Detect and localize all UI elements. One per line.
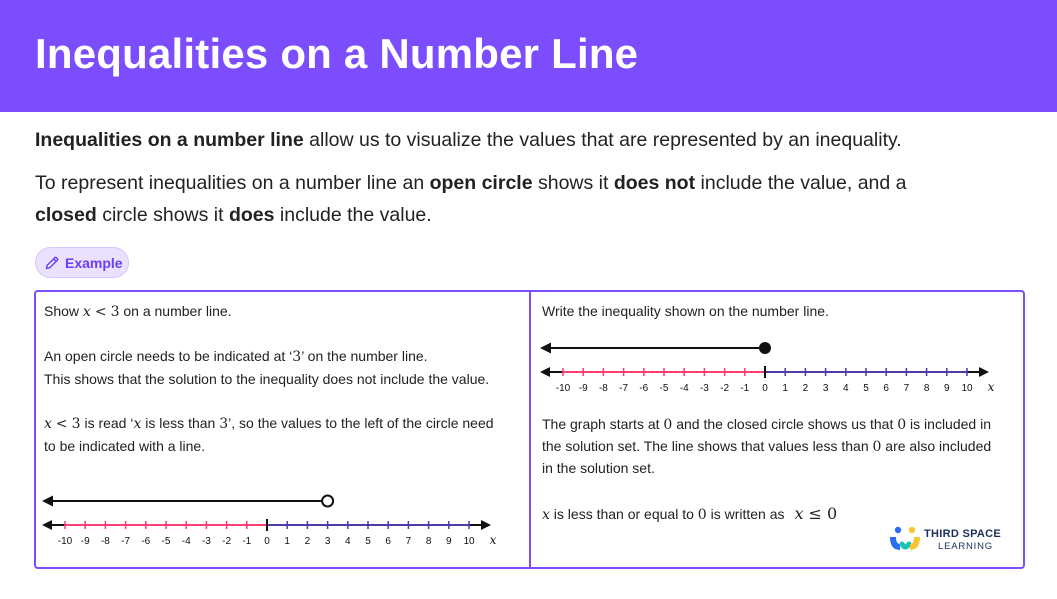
tick-label: -3 (201, 536, 211, 547)
math-number: 3 (219, 416, 229, 432)
math-number: 3 (292, 349, 302, 365)
tick-label: 5 (365, 536, 371, 547)
tick-label: 8 (425, 536, 432, 547)
solution-ray-arrowhead (540, 343, 551, 354)
math-number: 0 (663, 417, 673, 433)
tick-label: 3 (324, 536, 331, 547)
intro-text: circle shows it (96, 204, 229, 226)
intro-text: shows it (532, 172, 614, 194)
left-explanation-1 (44, 345, 428, 369)
closed-circle-marker (759, 342, 771, 354)
intro-bold-closed: closed (35, 204, 97, 226)
tick-label: -1 (242, 536, 252, 547)
left-instruction (44, 300, 232, 324)
intro-paragraph-2 (35, 167, 1035, 231)
tick-label: -9 (80, 536, 90, 547)
axis-left-arrowhead (540, 367, 550, 377)
intro-text: allow us to visualize the values that are represented by an inequality. (303, 129, 902, 151)
tick-label: -2 (222, 536, 232, 547)
right-answer (542, 503, 837, 527)
text: and the closed circle shows us that (672, 416, 898, 432)
math-x: x (133, 416, 142, 432)
intro-bold-does: does (228, 204, 275, 226)
tick-label: -8 (598, 383, 608, 394)
tick-label: 7 (405, 536, 412, 547)
intro-paragraph-1 (35, 124, 1035, 156)
tick-label: -6 (639, 383, 649, 394)
left-explanation-4: to be indicated with a line. (44, 438, 206, 454)
tick-label: 1 (284, 536, 290, 547)
intro-text: include the value. (274, 204, 432, 226)
page-title: Inequalities on a Number Line (35, 30, 639, 77)
axis-left-arrowhead (42, 520, 52, 530)
text: the solution set. The line shows that values less than (542, 438, 873, 454)
math-number: 3 (110, 304, 120, 320)
right-instruction: Write the inequality shown on the number line. (542, 303, 829, 319)
number-line-right (538, 337, 1008, 397)
tick-label: 0 (264, 536, 270, 547)
example-label: Example (65, 254, 123, 271)
tick-label: 3 (822, 383, 829, 394)
text: The graph starts at (542, 416, 664, 432)
tick-label: 6 (883, 383, 889, 394)
text: on a number line. (119, 303, 232, 319)
text: is written as (706, 506, 785, 522)
tick-label: -8 (100, 536, 110, 547)
panel-divider (529, 290, 531, 569)
math-number: 0 (872, 439, 882, 455)
tick-label: -7 (121, 536, 131, 547)
tick-label: 2 (802, 383, 809, 394)
tick-label: 4 (843, 383, 849, 394)
tick-label: -1 (740, 383, 750, 394)
text: is less than or equal to (549, 506, 698, 522)
tick-label: 7 (903, 383, 910, 394)
tick-label: 8 (923, 383, 930, 394)
intro-text: include the value, and a (695, 172, 907, 194)
tick-label: -5 (659, 383, 669, 394)
answer-math-op: ≤ (808, 504, 822, 523)
intro-bold-open-circle: open circle (429, 172, 533, 194)
example-badge (35, 247, 129, 278)
tick-label: -3 (699, 383, 709, 394)
number-line-left (40, 490, 510, 550)
tick-label: -9 (578, 383, 588, 394)
answer-math-number: 0 (826, 504, 838, 523)
tick-label: 10 (463, 536, 475, 547)
tick-label: -7 (619, 383, 629, 394)
header-banner (0, 0, 1057, 112)
right-explanation-2 (542, 435, 991, 459)
math-op: < (94, 304, 107, 320)
third-space-learning-logo (888, 524, 1028, 556)
text: is less than (141, 415, 220, 431)
math-number: 3 (71, 416, 81, 432)
logo-mark-icon (888, 524, 922, 556)
text: is read ‘ (80, 415, 134, 431)
tick-label: 9 (944, 383, 950, 394)
axis-right-arrowhead (979, 367, 989, 377)
axis-variable-label: x (987, 380, 995, 394)
tick-label: -4 (181, 536, 191, 547)
text: is included in (906, 416, 991, 432)
intro-bold-does-not: does not (613, 172, 696, 194)
logo-text-line-1: THIRD SPACE (924, 528, 1002, 540)
right-explanation-1 (542, 413, 991, 437)
pencil-icon (44, 255, 60, 271)
text: ’, so the values to the left of the circle need (228, 415, 494, 431)
tick-label: 0 (762, 383, 768, 394)
left-explanation-2: This shows that the solution to the inequality does not include the value. (44, 371, 490, 387)
math-x: x (44, 416, 52, 432)
text: are also included (881, 438, 992, 454)
tick-label: 9 (446, 536, 452, 547)
math-op: < (55, 416, 68, 432)
tick-label: -10 (57, 536, 73, 547)
solution-ray-arrowhead (42, 496, 53, 507)
tick-label: 6 (385, 536, 391, 547)
tick-label: -10 (555, 383, 571, 394)
tick-label: 4 (345, 536, 351, 547)
tick-label: -6 (141, 536, 151, 547)
left-explanation-3 (44, 412, 494, 436)
logo-text-line-2: LEARNING (938, 541, 993, 552)
tick-label: 10 (961, 383, 973, 394)
text: ’ on the number line. (301, 348, 428, 364)
math-x: x (542, 507, 550, 523)
axis-right-arrowhead (481, 520, 491, 530)
text: Show (44, 303, 83, 319)
math-number: 0 (697, 507, 707, 523)
tick-label: 2 (304, 536, 311, 547)
axis-variable-label: x (489, 533, 497, 547)
tick-label: 5 (863, 383, 869, 394)
math-number: 0 (897, 417, 907, 433)
right-explanation-3: in the solution set. (542, 460, 655, 476)
tick-label: -5 (161, 536, 171, 547)
tick-label: 1 (782, 383, 788, 394)
text: An open circle needs to be indicated at ‘ (44, 348, 293, 364)
intro-text: To represent inequalities on a number line an (35, 172, 430, 194)
answer-math-x: x (794, 504, 804, 523)
tick-label: -4 (679, 383, 689, 394)
open-circle-marker (322, 496, 333, 507)
math-x: x (82, 304, 91, 320)
tick-label: -2 (720, 383, 730, 394)
intro-bold-term: Inequalities on a number line (35, 129, 304, 151)
